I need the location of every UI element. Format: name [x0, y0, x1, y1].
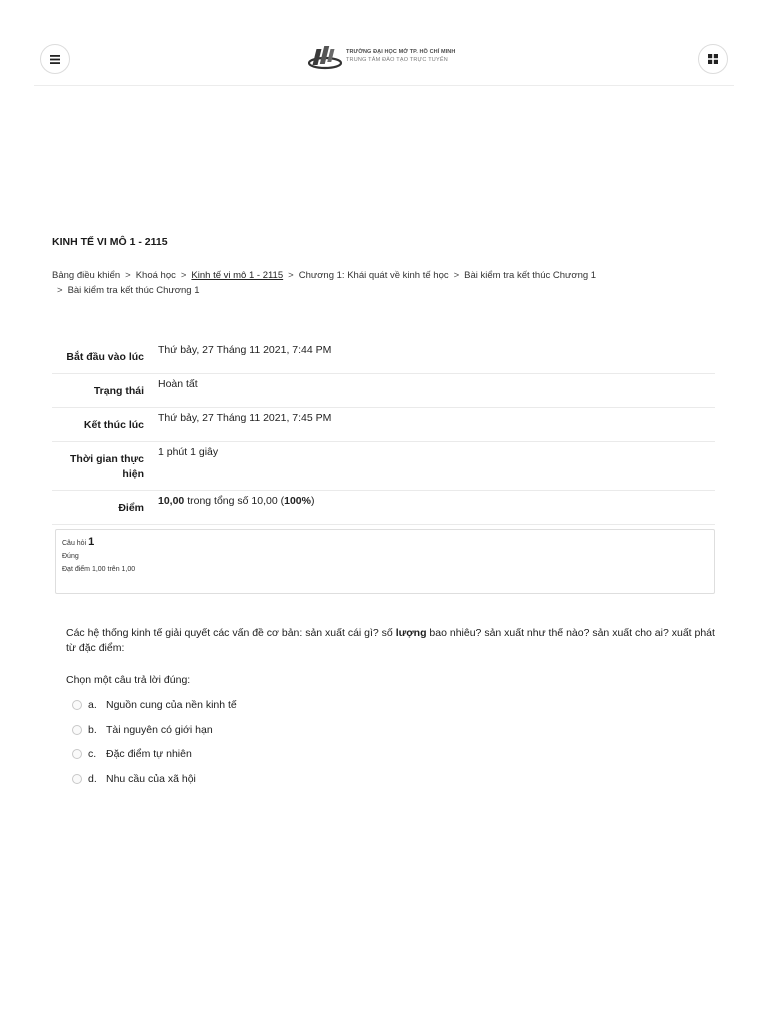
logo-text: [346, 49, 455, 63]
state-label: Trạng thái: [93, 385, 144, 397]
grade-score: 10,00: [158, 495, 185, 507]
breadcrumb-separator: >: [180, 270, 187, 281]
question-text-end: bao nhiêu? sản xuất như thế nào? sản xuất cho ai? xuất phát từ đặc điểm:: [66, 627, 715, 654]
question-label: Câu hỏi: [62, 540, 87, 547]
breadcrumb-item-dashboard[interactable]: Bảng điều khiển: [52, 270, 121, 281]
answer-option-b[interactable]: [72, 718, 237, 743]
breadcrumb-separator: >: [288, 270, 294, 281]
question-text-bold: lượng: [395, 627, 427, 639]
hamburger-icon: [50, 55, 60, 64]
breadcrumb: [52, 268, 712, 298]
summary-row-state: [52, 374, 715, 408]
time-label: Thời gian thực hiện: [70, 453, 144, 480]
menu-button[interactable]: [40, 44, 70, 74]
breadcrumb-item-course[interactable]: Kinh tế vi mô 1 - 2115: [191, 270, 284, 281]
top-navbar: [34, 32, 734, 86]
option-letter: d.: [88, 772, 97, 785]
grade-percent: 100%: [284, 495, 311, 507]
answer-option-a[interactable]: [72, 693, 237, 718]
quiz-summary-table: [52, 336, 715, 525]
completed-value: Thứ bảy, 27 Tháng 11 2021, 7:45 PM: [158, 412, 332, 424]
breadcrumb-separator: >: [125, 270, 131, 281]
radio-button[interactable]: [72, 725, 82, 735]
breadcrumb-item-chapter[interactable]: Chương 1: Khái quát về kinh tế học: [298, 270, 449, 281]
question-text: [66, 626, 716, 656]
question-state: Đúng: [62, 553, 79, 560]
logo-subtitle: TRUNG TÂM ĐÀO TẠO TRỰC TUYẾN: [346, 57, 448, 63]
summary-row-started: [52, 336, 715, 374]
summary-row-time: [52, 442, 715, 491]
answer-prompt: Chọn một câu trả lời đúng:: [66, 674, 191, 686]
option-text: Tài nguyên có giới hạn: [106, 723, 213, 736]
question-number-value: 1: [88, 536, 95, 548]
site-logo[interactable]: [308, 43, 468, 75]
breadcrumb-item-quiz[interactable]: Bài kiểm tra kết thúc Chương 1: [464, 270, 597, 281]
question-number: [62, 536, 708, 548]
option-text: Nhu cầu của xã hội: [106, 772, 196, 785]
breadcrumb-separator: >: [453, 270, 460, 281]
answer-options: [72, 693, 237, 791]
radio-button[interactable]: [72, 774, 82, 784]
logo-title: TRƯỜNG ĐẠI HỌC MỞ TP. HỒ CHÍ MINH: [346, 49, 456, 55]
option-letter: a.: [88, 699, 97, 712]
summary-row-grade: [52, 491, 715, 525]
radio-button[interactable]: [72, 700, 82, 710]
state-value: Hoàn tất: [158, 378, 198, 390]
radio-button[interactable]: [72, 749, 82, 759]
breadcrumb-item-current: Bài kiểm tra kết thúc Chương 1: [67, 285, 200, 296]
grade-total-text: trong tổng số 10,00 (: [184, 495, 285, 507]
grid-icon: [708, 54, 718, 64]
started-value: Thứ bảy, 27 Tháng 11 2021, 7:44 PM: [158, 344, 332, 356]
summary-row-completed: [52, 408, 715, 442]
breadcrumb-separator: >: [57, 285, 63, 296]
course-title: KINH TẾ VI MÔ 1 - 2115: [52, 236, 168, 248]
option-text: Nguồn cung của nền kinh tế: [106, 699, 237, 712]
breadcrumb-item-courses[interactable]: Khoá học: [135, 270, 176, 281]
answer-option-d[interactable]: [72, 767, 237, 792]
option-letter: b.: [88, 723, 97, 736]
question-mark: Đạt điểm 1,00 trên 1,00: [62, 566, 136, 573]
time-value: 1 phút 1 giây: [158, 446, 219, 458]
apps-button[interactable]: [698, 44, 728, 74]
question-text-start: Các hệ thống kinh tế giải quyết các vấn đề cơ bản: sản xuất cái gì? số: [66, 627, 396, 639]
grade-value: [156, 491, 715, 525]
option-text: Đặc điểm tự nhiên: [106, 748, 192, 761]
grade-label: Điểm: [118, 502, 144, 514]
completed-label: Kết thúc lúc: [83, 419, 144, 431]
question-info-box: [55, 529, 715, 594]
university-logo-icon: [308, 43, 344, 73]
started-label: Bắt đầu vào lúc: [66, 351, 144, 363]
grade-close-paren: ): [310, 495, 315, 507]
option-letter: c.: [88, 748, 97, 761]
answer-option-c[interactable]: [72, 742, 237, 767]
